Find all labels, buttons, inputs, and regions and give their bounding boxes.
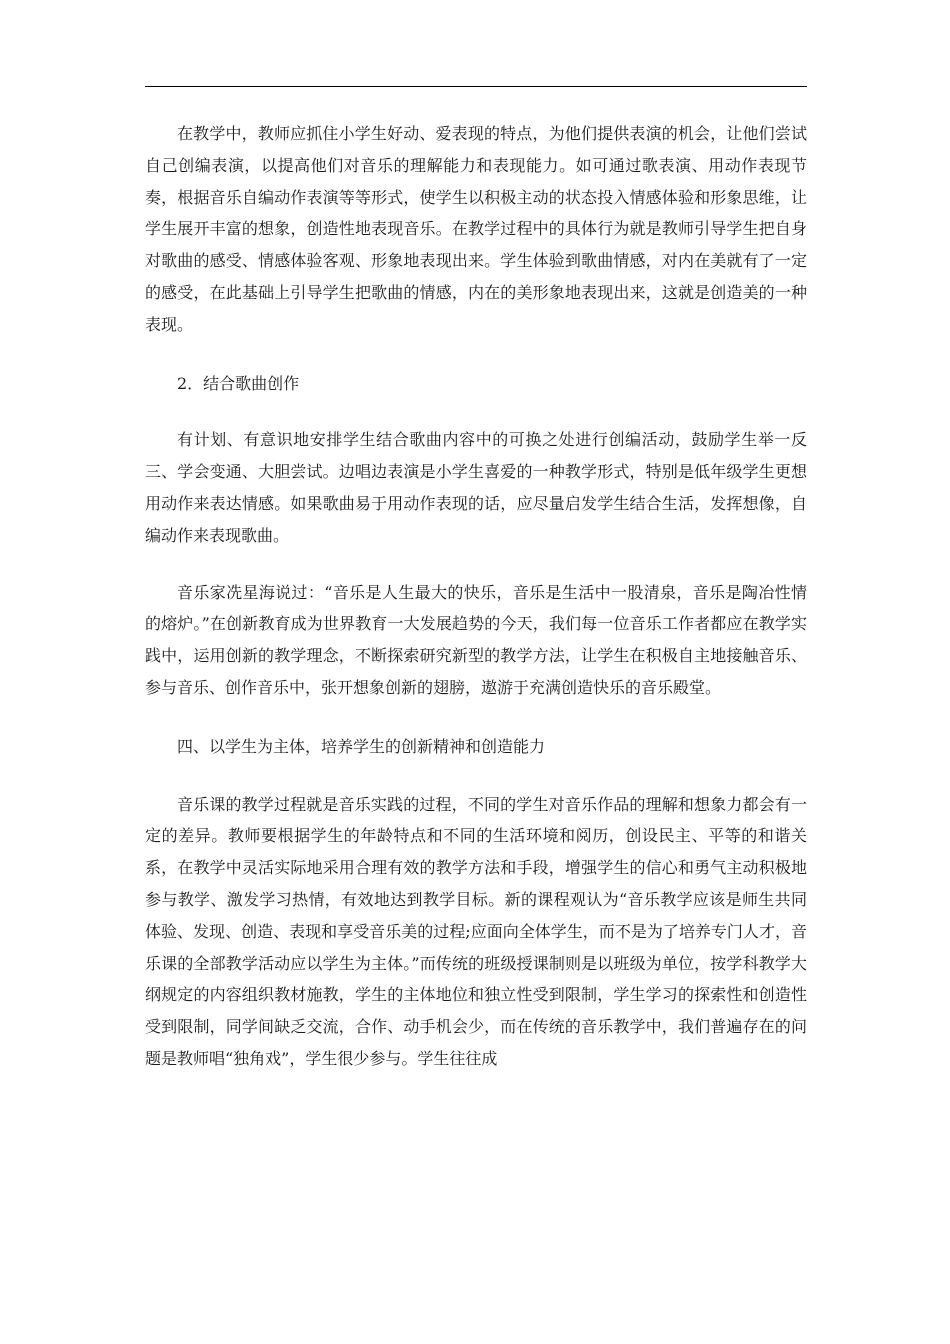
section-heading-song-creation: 2．结合歌曲创作 [177,373,300,393]
section-heading-student-centered: 四、以学生为主体，培养学生的创新精神和创造能力 [177,736,546,756]
paragraph-xian-xinghai-quote: 音乐家冼星海说过：“音乐是人生最大的快乐，音乐是生活中一股清泉，音乐是陶冶性情的熔炉。”在创新教育成为世界教育一大发展趋势的今天，我们每一位音乐工作者都应在教学实践中，运用创新的教学理念，不断探索研究新型的教学方法，让学生在积极自主地接触音乐、参与音乐、创作音乐中，张开想象创新的翅膀，遨游于充满创造快乐的音乐殿堂。 [145,582,807,697]
document-body [145,118,807,1075]
header-rule [145,86,807,87]
paragraph-song-creation: 有计划、有意识地安排学生结合歌曲内容中的可换之处进行创编活动，鼓励学生举一反三、学会变通、大胆尝试。边唱边表演是小学生喜爱的一种教学形式，特别是低年级学生更想用动作来表达情感。如果歌曲易于用动作表现的话，应尽量启发学生结合生活，发挥想像，自编动作来表现歌曲。 [145,430,807,545]
paragraph-creative-performance: 在教学中，教师应抓住小学生好动、爱表现的特点，为他们提供表演的机会，让他们尝试自己创编表演，以提高他们对音乐的理解能力和表现能力。如可通过歌表演、用动作表现节奏，根据音乐自编动作表演等等形式，使学生以积极主动的状态投入情感体验和形象思维，让学生展开丰富的想象，创造性地表现音乐。在教学过程中的具体行为就是教师引导学生把自身对歌曲的感受、情感体验客观、形象地表现出来。学生体验到歌曲情感，对内在美就有了一定的感受，在此基础上引导学生把歌曲的情感，内在的美形象地表现出来，这就是创造美的一种表现。 [145,124,807,334]
paragraph-student-centered: 音乐课的教学过程就是音乐实践的过程，不同的学生对音乐作品的理解和想象力都会有一定的差异。教师要根据学生的年龄特点和不同的生活环境和阅历，创设民主、平等的和谐关系，在教学中灵活实际地采用合理有效的教学方法和手段，增强学生的信心和勇气主动积极地参与教学、激发学习热情，有效地达到教学目标。新的课程观认为“音乐教学应该是师生共同体验、发现、创造、表现和享受音乐美的过程;应面向全体学生，而不是为了培养专门人才，音乐课的全部教学活动应以学生为主体。”而传统的班级授课制则是以班级为单位，按学科教学大纲规定的内容组织教材施教，学生的主体地位和独立性受到限制，学生学习的探索性和创造性受到限制，同学间缺乏交流，合作、动手机会少，而在传统的音乐教学中，我们普遍存在的问题是教师唱“独角戏”，学生很少参与。学生往往成 [145,794,807,1068]
